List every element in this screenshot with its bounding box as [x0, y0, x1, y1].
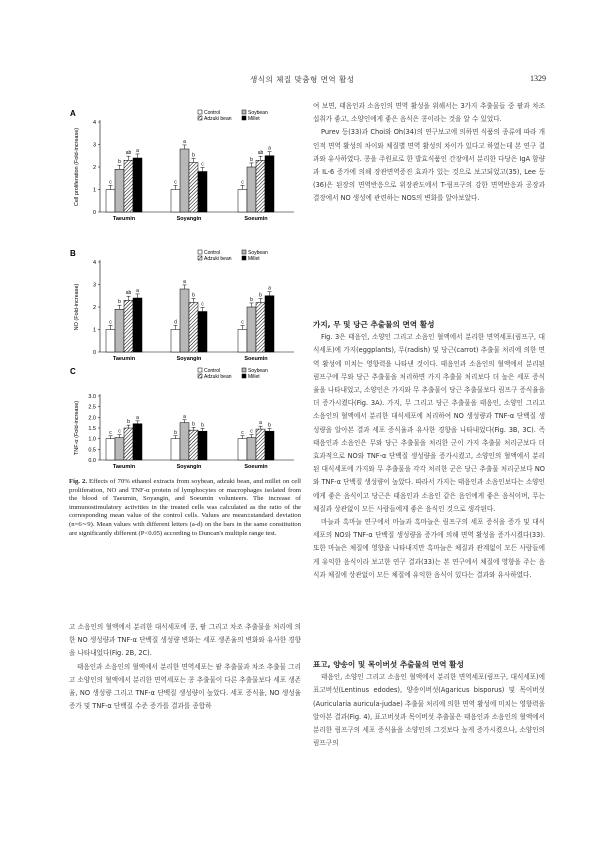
legend-swatch	[198, 116, 202, 120]
significance-letter: c	[201, 161, 204, 168]
legend-label: Soybean	[248, 110, 268, 116]
y-axis-label: Cell proliferation (Fold-increase)	[74, 127, 80, 207]
y-tick-label: 3.0	[88, 394, 96, 400]
paragraph: 고 소음인의 혈액에서 분리한 대식세포에 콩, 팥 그리고 차조 추출물을 처리에 의한 NO 생성량과 TNF-α 단백질 생성량 변화는 세포 생존율의 변화와 유사한 경향을 나타내었다(Fig. 2B, 2C).	[69, 623, 301, 658]
bar	[133, 158, 142, 212]
bar	[180, 289, 189, 352]
legend-label: Control	[204, 110, 221, 116]
bar	[106, 330, 115, 353]
legend-swatch	[242, 116, 246, 120]
bar	[256, 160, 265, 212]
bar	[106, 439, 115, 460]
group-label: Soeumin	[244, 464, 268, 470]
panel-label: C	[70, 367, 76, 376]
significance-letter: b	[250, 156, 253, 163]
bar	[171, 439, 180, 460]
paragraph: 마늘과 흑마늘 연구에서 마늘과 흑마늘은 림프구의 세포 증식을 증가 및 대식세포의 NO와 TNF-α 단백질 생성량을 증가에 의해 면역 활성을 증가시켰다(33). 또한 마늘은 체질에 영향을 나타내지만 흑마늘은 체질과 관계없이 모든 사람들에게 유익한 음식이라 보고한 연구 결과(33)는 본 연구에서 체질에 영향을 주는 음식과 체질에 상관없이 모든 체질에 유익한 음식이 있다는 결과와 유사하였다.	[313, 518, 545, 579]
figure-2-charts	[68, 100, 298, 475]
panel-label: B	[70, 249, 76, 258]
significance-letter: d	[174, 319, 177, 326]
legend-swatch	[198, 368, 202, 372]
bar	[106, 190, 115, 213]
legend-swatch	[198, 110, 202, 114]
bar	[256, 429, 265, 460]
bar	[124, 428, 133, 460]
running-head-title: 생식의 체질 맞춤형 면역 활성	[250, 75, 355, 84]
significance-letter: ab	[257, 150, 264, 157]
bar	[171, 190, 180, 213]
legend-swatch	[242, 256, 246, 260]
significance-letter: b	[192, 421, 195, 428]
significance-letter: a	[136, 414, 139, 421]
figure-2	[68, 100, 298, 475]
bar	[180, 149, 189, 212]
significance-letter: ab	[125, 150, 132, 157]
group-label: Soyangin	[176, 356, 202, 362]
significance-letter: a	[268, 285, 271, 292]
left-column-body	[69, 621, 301, 713]
bar	[238, 190, 247, 213]
bar	[265, 431, 274, 460]
significance-letter: b	[250, 296, 253, 303]
legend-swatch	[242, 374, 246, 378]
significance-letter: a	[259, 420, 262, 427]
bar	[124, 300, 133, 352]
legend-label: Adzuki bean	[204, 256, 232, 262]
significance-letter: a	[136, 287, 139, 294]
legend-label: Millet	[248, 256, 260, 262]
running-head	[0, 74, 600, 88]
significance-letter: a	[136, 147, 139, 154]
figure-caption-text: Effects of 70% ethanol extracts from soybean, adzuki bean, and millet on cell proliferation, NO and TNF-α protein of lymphocytes or macrophages isolated from the blood of Taeumin, Soyangin, and Soeumin volunteers. The increase of immunostimulatory activities in the treated cells was calculated as the ratio of the corresponding mean value of the control cells. Values are mean±standard deviation (n=6∼9). Mean values with different letters (a-d) on the bars in the same constitution are significantly different (P<0.05) according to Duncan's multiple range test.	[69, 478, 301, 537]
bar	[198, 312, 207, 353]
significance-letter: c	[241, 319, 244, 326]
legend-swatch	[242, 368, 246, 372]
paragraph: 여 보면, 태음인과 소음인의 면역 활성을 위해서는 3가지 추출물들 중 팥과 차조 섭취가 좋고, 소양인에게 좋은 음식은 콩이라는 것을 알 수 있었다.	[313, 102, 545, 124]
section-heading: 가지, 무 및 당근 추출물의 면역 활성	[313, 320, 435, 329]
right-column-top	[313, 100, 545, 206]
bar	[247, 307, 256, 352]
group-label: Taeumin	[112, 216, 136, 222]
significance-letter: c	[241, 429, 244, 436]
y-tick-label: 0	[92, 350, 96, 356]
significance-letter: b	[268, 422, 271, 429]
bar	[189, 163, 198, 213]
significance-letter: c	[201, 301, 204, 308]
page-number: 1329	[530, 74, 546, 83]
significance-letter: b	[118, 299, 121, 306]
significance-letter: b	[192, 152, 195, 159]
significance-letter: b	[259, 292, 262, 299]
paragraph: 태음인, 소양인 그리고 소음인 혈액에서 분리한 면역세포(림프구, 대식세포)에 표고버섯(Lentinus edodes), 양송이버섯(Agaricus bisporus) 및 목이버섯(Auricularia auricula-judae) 추출물 처리에 의한 면역 활성에 미치는 영향력을 알아본 결과(Fig. 4), 표고버섯과 목이버섯 추출물은 태음인과 소음인의 혈액에서 분리한 림프구의 세포 증식율을 소양인의 그것보다 높게 증가시켰으나, 소양인의 림프구의	[313, 673, 545, 748]
y-axis-label: NO (Fold-increase)	[74, 283, 80, 331]
significance-letter: a	[183, 278, 186, 285]
bar	[133, 424, 142, 460]
bar	[238, 330, 247, 353]
group-label: Soyangin	[176, 464, 202, 470]
paragraph: 태음인과 소음인의 혈액에서 분리한 면역세포는 팥 추출물과 차조 추출물 그리고 소양인의 혈액에서 분리한 면역세포는 콩 추출물이 다른 추출물보다 세포 생존율, NO 생성량 그리고 TNF-α 단백질 생성량이 높았다. 세포 증식율, NO 생성율 증가 및 TNF-α 단백질 수준 증가를 결과를 종합하	[69, 662, 301, 711]
bar	[265, 296, 274, 352]
legend-label: Control	[204, 368, 221, 374]
bar	[247, 167, 256, 212]
figure-caption-label: Fig. 2.	[69, 478, 88, 485]
y-tick-label: 2.0	[88, 415, 96, 422]
group-label: Taeumin	[112, 356, 136, 362]
bar	[115, 438, 124, 460]
panel-label: A	[70, 109, 76, 118]
significance-letter: b	[174, 429, 177, 436]
significance-letter: a	[268, 145, 271, 152]
bar	[198, 172, 207, 213]
y-tick-label: 3	[92, 282, 96, 289]
significance-letter: a	[183, 413, 186, 420]
paragraph: Purev 등(33)과 Choi와 Oh(34)의 연구보고에 의하면 식품의 종류에 따라 개인적 면역 활성의 차이와 체질별 면역 활성의 차이가 있다고 하였는데 본 연구 결과와 유사하였다. 콩을 주원료로 한 발효식품인 간장에서 분리한 다당은 IgA 함량과 IL-6 증가에 의해 장관면역증진 효과가 있는 것으로 보고되었고(35), Lee 등(36)은 된장의 면역반응으로 위장관도에서 T-림프구의 강한 면역반응과 공장과 결장에서 NO 생성에 관련하는 NOS의 변화를 알아보았다.	[313, 128, 545, 203]
bar	[265, 156, 274, 212]
legend-swatch	[198, 374, 202, 378]
y-tick-label: 1.5	[88, 426, 96, 432]
group-label: Soeumin	[244, 216, 268, 222]
legend-label: Adzuki bean	[204, 116, 232, 122]
y-tick-label: 4	[92, 260, 96, 266]
bar	[247, 438, 256, 460]
y-tick-label: 1	[92, 327, 96, 334]
significance-letter: b	[118, 159, 121, 166]
bar	[115, 169, 124, 212]
y-axis-label: TNF-α (Fold-increase)	[74, 400, 80, 456]
significance-letter: c	[174, 179, 177, 186]
bar	[171, 330, 180, 353]
group-label: Soyangin	[176, 216, 202, 222]
legend-swatch	[242, 250, 246, 254]
y-tick-label: 0.5	[88, 447, 96, 454]
significance-letter: c	[241, 179, 244, 186]
section-eggplant-radish-carrot	[313, 318, 545, 582]
bar	[133, 298, 142, 352]
legend-swatch	[198, 250, 202, 254]
group-label: Taeumin	[112, 464, 136, 470]
significance-letter: b	[127, 419, 130, 426]
bar	[256, 303, 265, 353]
figure-caption	[69, 478, 301, 538]
group-label: Soeumin	[244, 356, 268, 362]
bar	[180, 423, 189, 460]
y-tick-label: 0.0	[88, 458, 96, 464]
y-tick-label: 2	[92, 165, 96, 171]
y-tick-label: 2.5	[88, 404, 96, 411]
legend-label: Soybean	[248, 368, 268, 374]
bar	[238, 439, 247, 460]
legend-label: Control	[204, 250, 221, 256]
significance-letter: c	[109, 179, 112, 186]
legend-label: Adzuki bean	[204, 374, 232, 380]
bar	[189, 303, 198, 353]
y-tick-label: 1.0	[88, 436, 96, 443]
y-tick-label: 0	[92, 210, 96, 216]
legend-swatch	[242, 110, 246, 114]
y-tick-label: 3	[92, 142, 96, 149]
y-tick-label: 1	[92, 187, 96, 194]
significance-letter: c	[109, 429, 112, 436]
significance-letter: c	[250, 428, 253, 435]
bar	[115, 309, 124, 352]
bar	[198, 431, 207, 460]
legend-swatch	[198, 256, 202, 260]
significance-letter: c	[118, 428, 121, 435]
legend-label: Millet	[248, 116, 260, 122]
significance-letter: ab	[125, 290, 132, 297]
y-tick-label: 2	[92, 305, 96, 311]
section-mushrooms	[313, 658, 545, 750]
y-tick-label: 4	[92, 120, 96, 126]
bar	[189, 430, 198, 460]
bar	[124, 160, 133, 212]
significance-letter: c	[109, 319, 112, 326]
section-heading: 표고, 양송이 및 목이버섯 추출물의 면역 활성	[313, 660, 464, 669]
legend-label: Soybean	[248, 250, 268, 256]
legend-label: Millet	[248, 374, 260, 380]
significance-letter: a	[183, 138, 186, 145]
significance-letter: b	[201, 422, 204, 429]
paragraph: Fig. 3은 태음인, 소양인 그리고 소음인 혈액에서 분리한 면역세포(림프구, 대식세포)에 가지(eggplants), 무(radish) 및 당근(carrot) 추출물 처리에 의한 면역 활성에 미치는 영향력을 나타낸 것이다. 태음인과 소음인의 혈액에서 분리된 림프구에 무와 당근 추출물을 처리하면 가지 추출물 처리보다 더 높은 세포 증식율을 나타내었고, 소양인은 가지와 무 추출물이 당근 추출물보다 림프구 증식율을 더 증가시켰다(Fig. 3A). 가지, 무 그리고 당근 추출물을 태음인, 소양인 그리고 소음인의 혈액에서 분리한 대식세포에 처리하여 NO 생성량과 TNF-α 단백질 생성량을 알아본 결과 세포 증식율과 유사한 경향을 나타내었다(Fig. 3B, 3C). 즉 태음인과 소음인은 무와 당근 추출물을 처리한 군이 가지 추출물 처리군보다 더 효과적으로 NO와 TNF-α 단백질 생성량을 증가시켰고, 소양인의 혈액에서 분리된 대식세포에 가지와 무 추출물을 각각 처리한 군은 당근 추출물 처리군보다 NO와 TNF-α 단백질 생성량이 높았다. 따라서 가지는 태음인과 소음인보다는 소양인에게 좋은 음식이고 당근은 태음인과 소음인 같은 음인에게 좋은 음식이며, 무는 체질과 상관없이 모든 사람들에게 좋은 음식인 것으로 생각된다.	[313, 333, 545, 513]
significance-letter: b	[192, 292, 195, 299]
